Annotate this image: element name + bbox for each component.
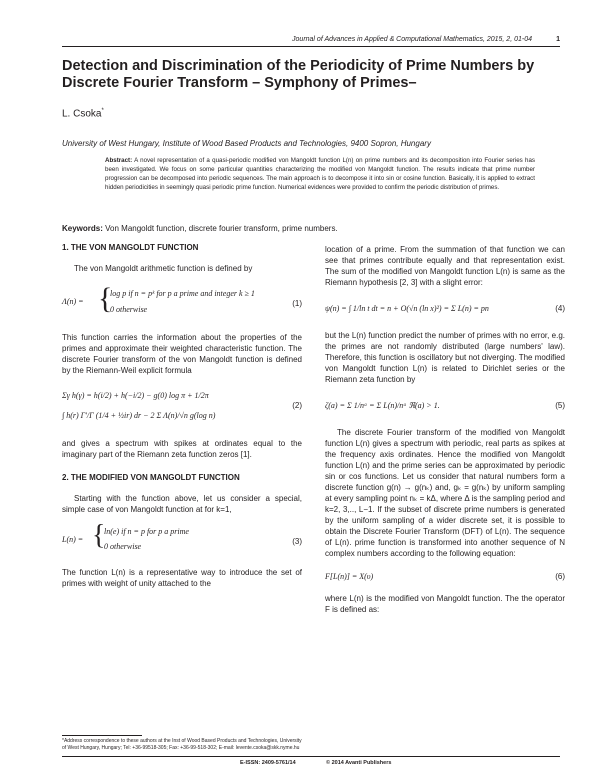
page-number: 1 (556, 36, 560, 43)
equation-3 (62, 520, 302, 555)
keywords (62, 224, 338, 233)
paragraph: The function L(n) is a representative way to introduce the set of primes with weight of unity attached to the (62, 568, 302, 588)
equation-5-text: ζ(a) = Σ 1/nᵃ = Σ L(n)/nᵃ ℜ(a) > 1. (325, 401, 440, 410)
section-heading-2: 2. THE MODIFIED VON MANGOLDT FUNCTION (62, 473, 240, 482)
equation-2-line-1: Σγ h(γ) = h(i/2) + h(−i/2) − g(0) log π + 1/2π (62, 391, 209, 400)
equation-5 (325, 395, 565, 417)
journal-citation: Journal of Advances in Applied & Computational Mathematics, 2015, 2, 01-04 (292, 36, 532, 43)
equation-2 (62, 386, 302, 426)
paragraph: location of a prime. From the summation of that function we can see that primes contribute equally and that representation exist. The sum of the modified von Mangoldt function L(n) is same as the Riemann hypothesis [2, 3] with a slight error: (325, 245, 565, 287)
equation-1-number: (1) (292, 299, 302, 308)
equation-1-case-1: log p if n = pᵏ for p a prime and integer k ≥ 1 (110, 289, 255, 298)
equation-1-lhs: Λ(n) = (62, 297, 84, 306)
equation-3-case-1: ln(e) if n = p for p a prime (104, 527, 189, 536)
equation-4 (325, 298, 565, 320)
equation-6-number: (6) (555, 572, 565, 581)
equation-6 (325, 569, 565, 585)
abstract-label: Abstract: (105, 157, 133, 164)
equation-6-text: F[L(n)] = X(υ) (325, 572, 374, 581)
equation-4-number: (4) (555, 304, 565, 313)
author-name: L. Csoka (62, 108, 102, 120)
correspondence-footnote: *Address correspondence to these authors at the Inst of Wood Based Products and Technologies, University of West Hungary, Hungary; Tel: +36-99518-305; Fax: +36-99-518-302; E-mail: levente.csoka@skk.nyme.hu (62, 738, 302, 751)
equation-4-text: ψ(n) = ∫ 1/ln t dt = n + O(√n (ln x)²) = Σ L(n) = pn (325, 304, 489, 313)
abstract-text: A novel representation of a quasi-periodic modified von Mangoldt function L(n) on prime numbers and its decomposition into Fourier series has been investigated. We focus on some particular quantities characterizing the modified von Mangoldt function. The results indicate that prime number progression can be decomposed into periodic sequences. The main approach is to decompose it into sin or cosine function. Basically, it is applied to extract hidden periodicities in seemingly quasi periodic prime function. Numerical evidences were provided to confirm the periodic distribution of primes. (105, 157, 535, 191)
section-heading-1: 1. THE VON MANGOLDT FUNCTION (62, 243, 199, 252)
equation-3-case-2: 0 otherwise (104, 542, 142, 551)
author (62, 108, 104, 119)
paragraph: The von Mangoldt arithmetic function is defined by (74, 264, 253, 273)
equation-1 (62, 282, 302, 320)
equation-2-line-2: ∫ h(r) Γ′/Γ (1/4 + ½ir) dr − 2 Σ Λ(n)/√n g(log n) (62, 411, 216, 420)
footer-issn: E-ISSN: 2409-5761/14 (240, 760, 296, 766)
paragraph: and gives a spectrum with spikes at ordinates equal to the imaginary part of the Riemann zeta function zeros [1]. (62, 439, 302, 459)
footer-copyright: © 2014 Avanti Publishers (326, 760, 392, 766)
left-column (62, 240, 302, 589)
paragraph: The discrete Fourier transform of the modified von Mangoldt function L(n) gives a spectrum with periodic, real parts as spikes at the frequency axis ordinates. Hence the modified von Mangoldt function L(n) and the prime series can be approximated by periodic sin or cos functions. Let us consider that natural numbers form a discrete function g(n) → g(nₖ) and, gₖ = g(nₖ) by uniform sampling at every sampling point nₖ = kΔ, where Δ is the sampling period and k=2, 3,.., L−1. If the subset of discrete prime numbers is generated by the uniform sampling of a wider discrete set, it is possible to obtain the Discrete Fourier Transform (DFT) of L(n). The sequence of L(n). prime function is transformed into another sequence of N complex numbers according to the following equation: (325, 428, 565, 558)
equation-2-number: (2) (292, 401, 302, 410)
header-rule (62, 46, 560, 47)
equation-5-number: (5) (555, 401, 565, 410)
equation-1-case-2: 0 otherwise (110, 305, 148, 314)
abstract (105, 156, 535, 192)
footer-rule (62, 756, 560, 757)
paper-title: Detection and Discrimination of the Periodicity of Prime Numbers by Discrete Fourier Transform – Symphony of Primes– (62, 58, 535, 91)
author-mark: * (101, 108, 104, 114)
paragraph: where L(n) is the modified von Mangoldt function. The the operator F is defined as: (325, 594, 565, 614)
paragraph: Starting with the function above, let us consider a special, simple case of von Mangoldt function at for k=1, (62, 494, 302, 514)
equation-3-brace: { (92, 520, 106, 551)
right-column (325, 240, 565, 615)
keywords-text: Von Mangoldt function, discrete fourier transform, prime numbers. (105, 224, 338, 233)
equation-3-number: (3) (292, 537, 302, 546)
footnote-rule (62, 735, 142, 736)
keywords-label: Keywords: (62, 224, 103, 233)
affiliation: University of West Hungary, Institute of Wood Based Products and Technologies, 9400 Sopron, Hungary (62, 139, 431, 148)
running-head (62, 36, 560, 43)
paragraph: but the L(n) function predict the number of primes with no error, e.g. the primes are not randomly distributed (large numbers' law). Therefore, this function is oscillatory but not diverging. The modified von Mangoldt function L(n) is related to Dirichlet series or the Riemann zeta function by (325, 331, 565, 384)
equation-1-brace: { (98, 282, 113, 315)
equation-3-lhs: L(n) = (62, 535, 84, 544)
paragraph: This function carries the information about the properties of the primes and approximate their weighted characteristic function. The discrete Fourier transform of the von Mangoldt function is defined by the Riemann-Weil explicit formula (62, 333, 302, 375)
